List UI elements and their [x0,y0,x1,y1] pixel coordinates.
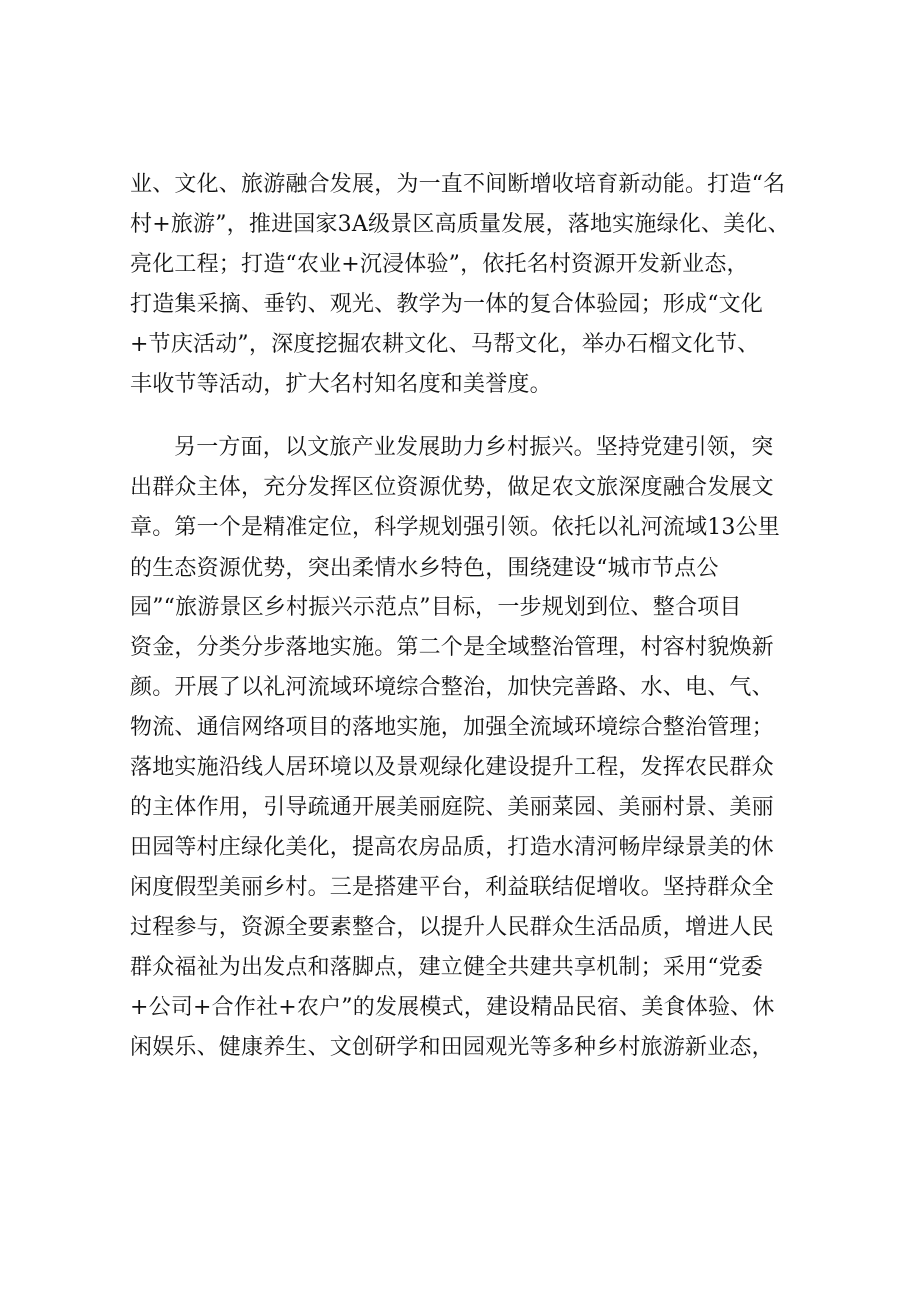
paragraph-2-line-12: 闲度假型美丽乡村。三是搭建平台，利益联结促增收。坚持群众全 [130,875,774,900]
paragraph-1-line-6: 丰收节等活动，扩大名村知名度和美誉度。 [130,372,552,397]
paragraph-2-line-9: 落地实施沿线人居环境以及景观绿化建设提升工程，发挥农民群众 [130,755,774,780]
paragraph-1-line-1: 业、文化、旅游融合发展，为一直不间断增收培育新动能。打造“名 [130,172,786,197]
paragraph-2-line-15: +公司+合作社+农户”的发展模式，建设精品民宿、美食体验、休 [130,995,775,1020]
paragraph-1-line-5: +节庆活动”，深度挖掘农耕文化、马帮文化，举办石榴文化节、 [130,332,760,357]
paragraph-2-line-7: 颜。开展了以礼河流域环境综合整治，加快完善路、水、电、气、 [130,675,774,700]
paragraph-2-line-13: 过程参与，资源全要素整合，以提升人民群众生活品质，增进人民 [130,915,774,940]
paragraph-2-line-5: 园”“旅游景区乡村振兴示范点”目标，一步规划到位、整合项目 [130,595,742,620]
paragraph-2-line-3: 章。第一个是精准定位，科学规划强引领。依托以礼河流域13公里 [130,515,780,540]
paragraph-2-line-2: 出群众主体，充分发挥区位资源优势，做足农文旅深度融合发展文 [130,475,774,500]
paragraph-2-line-10: 的主体作用，引导疏通开展美丽庭院、美丽菜园、美丽村景、美丽 [130,795,774,820]
paragraph-2-line-14: 群众福祉为出发点和落脚点，建立健全共建共享机制；采用“党委 [130,955,764,980]
paragraph-1-line-3: 亮化工程；打造“农业+沉浸体验”，依托名村资源开发新业态， [130,252,749,277]
paragraph-1-line-2: 村+旅游”，推进国家3A级景区高质量发展，落地实施绿化、美化、 [130,212,790,237]
paragraph-2-line-11: 田园等村庄绿化美化，提高农房品质，打造水清河畅岸绿景美的休 [130,835,774,860]
paragraph-1-line-4: 打造集采摘、垂钓、观光、教学为一体的复合体验园；形成“文化 [130,292,764,317]
paragraph-2-line-8: 物流、通信网络项目的落地实施，加强全流域环境综合整治管理； [130,715,774,740]
paragraph-2-line-4: 的生态资源优势，突出柔情水乡特色，围绕建设“城市节点公 [130,556,719,581]
paragraph-2-line-16: 闲娱乐、健康养生、文创研学和田园观光等多种乡村旅游新业态， [130,1035,774,1060]
paragraph-2-line-6: 资金，分类分步落地实施。第二个是全域整治管理，村容村貌焕新 [130,635,774,660]
paragraph-2-line-1: 另一方面，以文旅产业发展助力乡村振兴。坚持党建引领，突 [174,435,774,460]
